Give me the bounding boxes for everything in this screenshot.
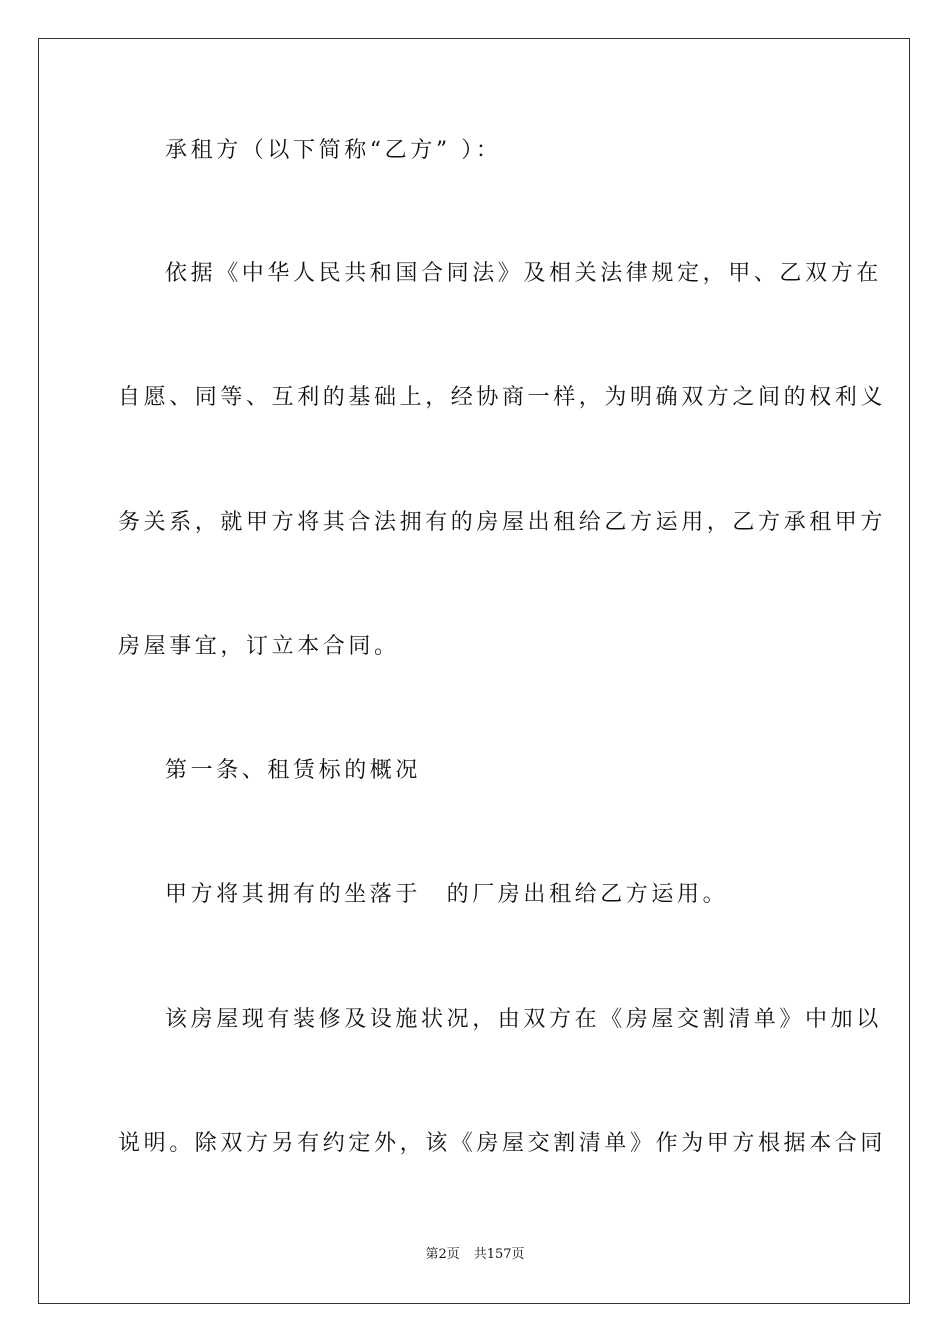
total-pages: 共157页: [473, 1247, 525, 1262]
page-number: 第2页: [425, 1247, 460, 1262]
paragraph-line: 房屋事宜，订立本合同。: [118, 634, 400, 659]
paragraph-line: 说明。除双方另有约定外，该《房屋交割清单》作为甲方根据本合同: [118, 1131, 887, 1156]
page-footer: [0, 1246, 950, 1264]
party-b-line: 承租方（以下简称“乙方” ）：: [165, 138, 502, 163]
paragraph-line: 务关系，就甲方将其合法拥有的房屋出租给乙方运用，乙方承租甲方: [118, 510, 887, 535]
page-frame: [38, 38, 910, 1304]
paragraph-line: 该房屋现有装修及设施状况，由双方在《房屋交割清单》中加以: [165, 1007, 882, 1032]
article-heading: 第一条、租赁标的概况: [165, 758, 422, 783]
paragraph-line: 依据《中华人民共和国合同法》及相关法律规定，甲、乙双方在: [165, 261, 882, 286]
paragraph-line: 甲方将其拥有的坐落于 的厂房出租给乙方运用。: [165, 882, 729, 907]
paragraph-line: 自愿、同等、互利的基础上，经协商一样，为明确双方之间的权利义: [118, 385, 887, 410]
